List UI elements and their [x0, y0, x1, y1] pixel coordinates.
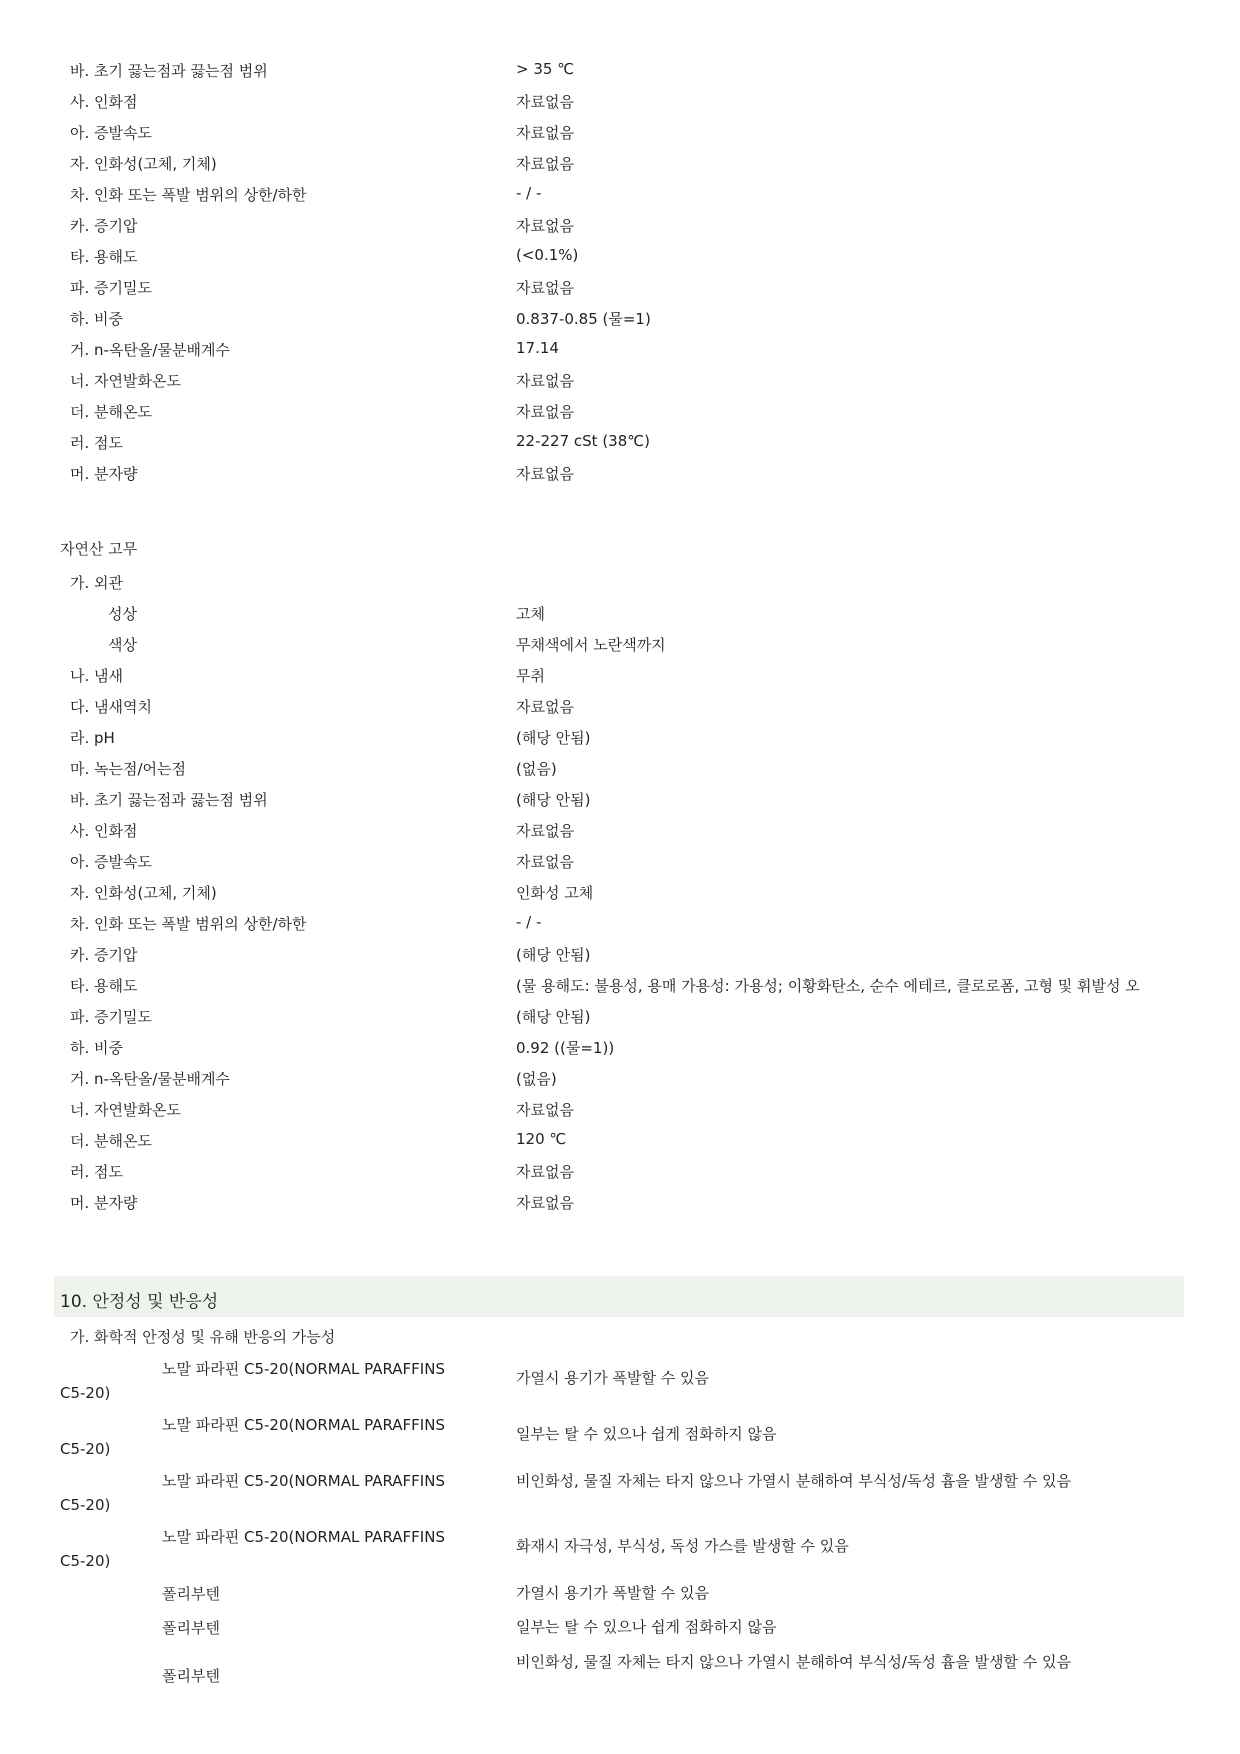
property-row	[60, 752, 1180, 783]
property-label: 차. 인화 또는 폭발 범위의 상한/하한	[70, 186, 307, 204]
property-value: 자료없음	[516, 698, 574, 716]
property-value: 자료없음	[516, 279, 574, 297]
property-row	[60, 116, 1180, 147]
property-row	[60, 395, 1180, 426]
substance-name: 폴리부텐	[162, 1667, 220, 1685]
property-value: (해당 안됨)	[516, 729, 591, 747]
property-label: 가. 외관	[70, 574, 124, 592]
property-row	[60, 457, 1180, 488]
property-label: 하. 비중	[70, 1039, 124, 1057]
property-value: 자료없음	[516, 1101, 574, 1119]
property-row	[60, 938, 1180, 969]
property-label: 다. 냄새역치	[70, 698, 152, 716]
property-row	[60, 178, 1180, 209]
property-label: 너. 자연발화온도	[70, 372, 181, 390]
property-label: 머. 분자량	[70, 465, 138, 483]
property-row	[60, 969, 1240, 1000]
property-row	[60, 333, 1180, 364]
property-label: 자. 인화성(고체, 기체)	[70, 155, 217, 173]
property-label: 카. 증기압	[70, 946, 138, 964]
property-label: 사. 인화점	[70, 822, 138, 840]
property-value: 자료없음	[516, 155, 574, 173]
property-row	[60, 1031, 1180, 1062]
property-row	[60, 597, 1180, 628]
substance-name: 노말 파라핀 C5-20(NORMAL PARAFFINS	[162, 1472, 445, 1490]
property-label: 파. 증기밀도	[70, 1008, 152, 1026]
property-row	[60, 147, 1180, 178]
property-value: (<0.1%)	[516, 246, 579, 264]
reactivity-row	[60, 1470, 1180, 1522]
property-row	[60, 271, 1180, 302]
property-value: 자료없음	[516, 403, 574, 421]
property-row	[60, 1000, 1180, 1031]
substance-name: 폴리부텐	[162, 1619, 220, 1637]
property-value: 자료없음	[516, 124, 574, 142]
property-row	[60, 876, 1180, 907]
property-value: - / -	[516, 913, 542, 931]
section-header	[54, 1276, 1184, 1317]
property-value: 인화성 고체	[516, 884, 594, 902]
property-value: 0.92 ((물=1))	[516, 1039, 615, 1057]
property-label: 거. n-옥탄올/물분배계수	[70, 341, 230, 359]
property-label: 아. 증발속도	[70, 124, 152, 142]
property-row	[60, 302, 1180, 333]
property-row	[60, 1186, 1180, 1217]
reactivity-desc: 화재시 자극성, 부식성, 독성 가스를 발생할 수 있음	[516, 1537, 849, 1555]
property-value: (해당 안됨)	[516, 946, 591, 964]
property-label: 성상	[108, 605, 137, 623]
property-value: (없음)	[516, 760, 557, 778]
property-row	[60, 690, 1180, 721]
property-label: 바. 초기 끓는점과 끓는점 범위	[70, 62, 268, 80]
property-value: 무채색에서 노란색까지	[516, 636, 666, 654]
property-value: 자료없음	[516, 853, 574, 871]
property-value: (해당 안됨)	[516, 791, 591, 809]
property-row	[60, 721, 1180, 752]
property-row	[60, 1124, 1180, 1155]
substance-name: 노말 파라핀 C5-20(NORMAL PARAFFINS	[162, 1360, 445, 1378]
reactivity-desc: 가열시 용기가 폭발할 수 있음	[516, 1584, 709, 1602]
property-row	[60, 814, 1180, 845]
property-label: 마. 녹는점/어는점	[70, 760, 187, 778]
reactivity-row	[60, 1583, 1180, 1613]
subsection-title: 가. 화학적 안정성 및 유해 반응의 가능성	[70, 1328, 336, 1346]
property-row	[60, 426, 1180, 457]
substance-title: 자연산 고무	[60, 540, 138, 558]
property-label: 카. 증기압	[70, 217, 138, 235]
property-row	[60, 783, 1180, 814]
property-value: 자료없음	[516, 465, 574, 483]
substance-name-cont: C5-20)	[60, 1384, 111, 1402]
property-value: (해당 안됨)	[516, 1008, 591, 1026]
property-row	[60, 1062, 1180, 1093]
property-value: > 35 ℃	[516, 60, 575, 78]
reactivity-row	[60, 1358, 1180, 1410]
property-value: (없음)	[516, 1070, 557, 1088]
reactivity-desc: 가열시 용기가 폭발할 수 있음	[516, 1369, 709, 1387]
property-row	[60, 364, 1180, 395]
property-value: (물 용해도: 불용성, 용매 가용성: 가용성; 이황화탄소, 순수 에테르, 클로로폼, 고형 및 휘발성 오	[516, 977, 1140, 995]
property-label: 자. 인화성(고체, 기체)	[70, 884, 217, 902]
property-row	[60, 845, 1180, 876]
property-label: 더. 분해온도	[70, 403, 152, 421]
property-value: 17.14	[516, 339, 559, 357]
property-label: 타. 용해도	[70, 977, 138, 995]
property-label: 라. pH	[70, 729, 115, 747]
property-value: 22-227 cSt (38℃)	[516, 432, 650, 450]
property-label: 색상	[108, 636, 137, 654]
substance-name-cont: C5-20)	[60, 1440, 111, 1458]
property-label: 러. 점도	[70, 434, 124, 452]
property-value: 자료없음	[516, 217, 574, 235]
property-value: 자료없음	[516, 93, 574, 111]
property-label: 머. 분자량	[70, 1194, 138, 1212]
property-row	[60, 659, 1180, 690]
reactivity-desc: 비인화성, 물질 자체는 타지 않으나 가열시 분해하여 부식성/독성 흄을 발생할 수 있음	[516, 1472, 1071, 1490]
property-value: 120 ℃	[516, 1130, 567, 1148]
reactivity-row	[60, 1526, 1180, 1578]
property-label: 나. 냄새	[70, 667, 124, 685]
property-row	[60, 907, 1180, 938]
property-row	[60, 1093, 1180, 1124]
substance-name-cont: C5-20)	[60, 1496, 111, 1514]
property-label: 거. n-옥탄올/물분배계수	[70, 1070, 230, 1088]
reactivity-row	[60, 1652, 1180, 1704]
property-value: 자료없음	[516, 822, 574, 840]
substance-name: 노말 파라핀 C5-20(NORMAL PARAFFINS	[162, 1416, 445, 1434]
reactivity-row	[60, 1414, 1180, 1466]
property-row	[60, 54, 1180, 85]
substance-name-cont: C5-20)	[60, 1552, 111, 1570]
substance-name: 폴리부텐	[162, 1585, 220, 1603]
reactivity-desc: 일부는 탈 수 있으나 쉽게 점화하지 않음	[516, 1618, 777, 1636]
property-value: - / -	[516, 184, 542, 202]
property-label: 차. 인화 또는 폭발 범위의 상한/하한	[70, 915, 307, 933]
property-row	[60, 566, 1180, 597]
property-row	[60, 209, 1180, 240]
substance-name: 노말 파라핀 C5-20(NORMAL PARAFFINS	[162, 1528, 445, 1546]
property-value: 고체	[516, 605, 545, 623]
property-row	[60, 1155, 1180, 1186]
section-title: 10. 안정성 및 반응성	[60, 1292, 219, 1312]
property-value: 자료없음	[516, 1163, 574, 1181]
property-row	[60, 240, 1180, 271]
property-value: 0.837-0.85 (물=1)	[516, 310, 651, 328]
property-row	[60, 85, 1180, 116]
property-value: 무취	[516, 667, 545, 685]
property-label: 아. 증발속도	[70, 853, 152, 871]
property-label: 파. 증기밀도	[70, 279, 152, 297]
reactivity-desc: 비인화성, 물질 자체는 타지 않으나 가열시 분해하여 부식성/독성 흄을 발생할 수 있음	[516, 1653, 1071, 1671]
property-label: 너. 자연발화온도	[70, 1101, 181, 1119]
property-label: 하. 비중	[70, 310, 124, 328]
property-label: 사. 인화점	[70, 93, 138, 111]
property-label: 더. 분해온도	[70, 1132, 152, 1150]
property-row	[60, 628, 1180, 659]
property-label: 러. 점도	[70, 1163, 124, 1181]
reactivity-desc: 일부는 탈 수 있으나 쉽게 점화하지 않음	[516, 1425, 777, 1443]
property-label: 타. 용해도	[70, 248, 138, 266]
property-label: 바. 초기 끓는점과 끓는점 범위	[70, 791, 268, 809]
property-value: 자료없음	[516, 1194, 574, 1212]
property-value: 자료없음	[516, 372, 574, 390]
reactivity-row	[60, 1617, 1180, 1647]
